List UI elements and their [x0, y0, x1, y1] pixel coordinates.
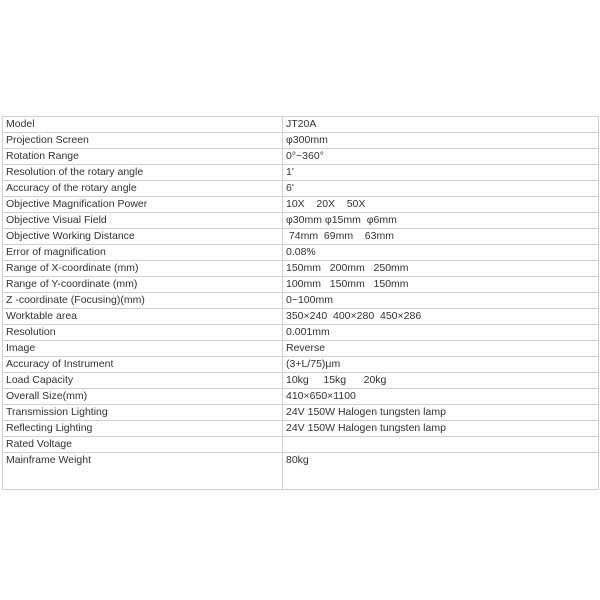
- spec-label: Reflecting Lighting: [3, 421, 283, 437]
- spec-value: 74mm 69mm 63mm: [283, 229, 599, 245]
- spec-value: 80kg: [283, 453, 599, 490]
- spec-value: 0~100mm: [283, 293, 599, 309]
- spec-value: 100mm 150mm 150mm: [283, 277, 599, 293]
- spec-label: Rotation Range: [3, 149, 283, 165]
- table-row: [3, 117, 599, 133]
- spec-label: Objective Visual Field: [3, 213, 283, 229]
- spec-label: Worktable area: [3, 309, 283, 325]
- spec-label: Objective Working Distance: [3, 229, 283, 245]
- spec-label: Image: [3, 341, 283, 357]
- spec-label: Accuracy of the rotary angle: [3, 181, 283, 197]
- spec-value: 0.001mm: [283, 325, 599, 341]
- spec-value: 10kg 15kg 20kg: [283, 373, 599, 389]
- table-row: [3, 405, 599, 421]
- spec-label: Mainframe Weight: [3, 453, 283, 490]
- table-row: [3, 341, 599, 357]
- spec-label: Resolution of the rotary angle: [3, 165, 283, 181]
- table-row: [3, 293, 599, 309]
- table-row: [3, 245, 599, 261]
- spec-value: 0°~360°: [283, 149, 599, 165]
- spec-value: 150mm 200mm 250mm: [283, 261, 599, 277]
- table-row: [3, 357, 599, 373]
- table-row: [3, 133, 599, 149]
- table-row: [3, 437, 599, 453]
- spec-label: Load Capacity: [3, 373, 283, 389]
- spec-value: 1': [283, 165, 599, 181]
- spec-value: 10X 20X 50X: [283, 197, 599, 213]
- table-row: [3, 421, 599, 437]
- spec-value: 24V 150W Halogen tungsten lamp: [283, 421, 599, 437]
- spec-value: JT20A: [283, 117, 599, 133]
- spec-label: Resolution: [3, 325, 283, 341]
- spec-value: 0.08%: [283, 245, 599, 261]
- spec-label: Transmission Lighting: [3, 405, 283, 421]
- spec-value: Reverse: [283, 341, 599, 357]
- spec-value: 350×240 400×280 450×286: [283, 309, 599, 325]
- spec-value: (3+L/75)μm: [283, 357, 599, 373]
- spec-label: Objective Magnification Power: [3, 197, 283, 213]
- spec-label: Model: [3, 117, 283, 133]
- spec-label: Rated Voltage: [3, 437, 283, 453]
- table-row: [3, 277, 599, 293]
- spec-label: Projection Screen: [3, 133, 283, 149]
- spec-value: [283, 437, 599, 453]
- table-row: [3, 325, 599, 341]
- table-row: [3, 309, 599, 325]
- table-row: [3, 261, 599, 277]
- table-row: [3, 165, 599, 181]
- spec-label: Accuracy of Instrument: [3, 357, 283, 373]
- table-row: [3, 213, 599, 229]
- spec-label: Range of Y-coordinate (mm): [3, 277, 283, 293]
- spec-value: φ300mm: [283, 133, 599, 149]
- spec-value: φ30mm φ15mm φ6mm: [283, 213, 599, 229]
- table-row: [3, 389, 599, 405]
- spec-label: Z -coordinate (Focusing)(mm): [3, 293, 283, 309]
- table-row: [3, 181, 599, 197]
- spec-label: Error of magnification: [3, 245, 283, 261]
- spec-label: Overall Size(mm): [3, 389, 283, 405]
- spec-label: Range of X-coordinate (mm): [3, 261, 283, 277]
- table-row: [3, 453, 599, 490]
- spec-value: 24V 150W Halogen tungsten lamp: [283, 405, 599, 421]
- table-row: [3, 229, 599, 245]
- table-row: [3, 149, 599, 165]
- specifications-table: [2, 116, 599, 490]
- spec-value: 6': [283, 181, 599, 197]
- table-row: [3, 197, 599, 213]
- spec-value: 410×650×1100: [283, 389, 599, 405]
- table-row: [3, 373, 599, 389]
